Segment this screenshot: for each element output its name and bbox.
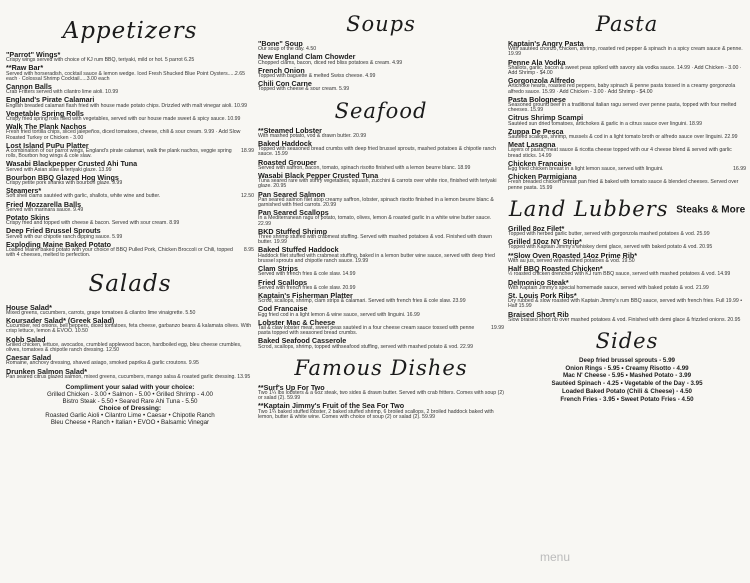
item-description	[508, 84, 746, 94]
item-description-text: Loaded Maine baked potato with your choice of BBQ Pulled Pork, Chicken Broccoli or Chili, topped with 4 cheeses, melted to perfection.	[6, 247, 233, 259]
menu-item	[508, 114, 746, 126]
menu-item	[258, 67, 504, 79]
item-price: 19.99	[491, 324, 504, 331]
menu-item	[258, 319, 504, 337]
item-name: Steamers*	[6, 186, 42, 196]
menu-item	[6, 187, 254, 199]
item-name: Clam Strips	[258, 264, 298, 274]
item-description	[258, 179, 504, 189]
menu-item	[258, 209, 504, 227]
item-name: Penne Ala Vodka	[508, 57, 566, 67]
menu-item	[258, 53, 504, 65]
item-description-text: Tuna seared rare with stirfry vegetables, squash, zucchini & carrots over white rice, finished with teriyaki glaze. 20.95	[258, 178, 497, 190]
item-name: Vegetable Spring Rolls	[6, 108, 84, 118]
item-description-text: Seasoned ground beef in a traditional italian ragu served over penne pasta, topped with four melted cheeses. 15.99	[508, 102, 737, 114]
item-name: House Salad*	[6, 302, 52, 312]
item-name: Grilled 10oz NY Strip*	[508, 237, 582, 247]
item-name: Zuppa De Pesca	[508, 126, 564, 136]
item-name: "Bone" Soup	[258, 39, 303, 48]
menu-item	[508, 173, 746, 191]
item-description	[258, 410, 504, 420]
appetizers-heading: Appetizers	[62, 18, 198, 44]
menu-item	[6, 83, 254, 95]
dressing-title: Choice of Dressing:	[98, 405, 162, 413]
item-name: Gorgonzola Alfredo	[508, 76, 575, 86]
item-description	[258, 345, 504, 350]
dressing-line1: Roasted Garlic Aioli • Cilantro Lime • Caesar • Chipotle Ranch	[45, 412, 215, 420]
item-description	[508, 103, 746, 113]
item-name: Wasabi Black Pepper Crusted Tuna	[258, 171, 379, 181]
item-description-text: Tail & claw lobster meat, sweet peas sautéed in a four cheese cream sauce tossed with penne pasta topped with seasoned bread crumbs.	[258, 324, 475, 337]
addons-line2: Bistro Steak - 5.50 • Seared Rare Ahi Tuna - 5.50	[62, 397, 198, 405]
item-description-text: Scrod, scallops, shrimp, clam strips & calamari. Served with french fries & cole slaw. 23.99	[258, 298, 466, 305]
item-description-text: Two 1¼ baked stuffed lobster, 2 baked stuffed shrimp, 6 broiled scallops, 2 broiled haddock baked with lemon, butter & white wine. Comes with choice of soup (2) or salad (2). 59.99	[258, 408, 494, 420]
item-description-text: Served with saffron, bacon, tomato, spinach risotto finished with a lemon beurre blanc. 18.99	[258, 164, 471, 171]
soups-list	[258, 40, 504, 93]
item-name: Walk The Plank Nachos	[6, 122, 87, 132]
item-description-text: Artichoke hearts, roasted red peppers, baby spinach & penne pasta tossed in a creamy gorgonzola alfredo sauce. 15.99 · Add Chicken - 3.00 · Add Shrimp - $4.00	[508, 83, 736, 95]
menu-item	[6, 336, 254, 354]
menu-item	[6, 227, 254, 239]
menu-item	[258, 292, 504, 304]
item-name: Chili Con Carne	[258, 79, 312, 89]
item-description-text: Shallots, garlic, bacon & sweet peas spiked with savory ala vodka sauce. 14.99 · Add Chicken - 3.00 · Add Shrimp - $4.00	[508, 64, 742, 77]
item-description-text: Fresh breaded chicken breast pan fried & baked with tomato sauce & blended cheeses. Served over penne pasta. 15.99	[508, 179, 739, 191]
menu-item	[508, 40, 746, 58]
item-name: Pan Seared Salmon	[258, 189, 326, 199]
menu-item	[6, 241, 254, 259]
item-description-text: With au jus, served with mashed potatoes & vod. 19.50	[508, 257, 635, 264]
item-name: Exploding Maine Baked Potato	[6, 239, 112, 249]
item-description	[258, 326, 504, 336]
item-description	[6, 343, 254, 353]
item-description-text: ½ roasted chicken drenched with KJ rum BBQ sauce, served with mashed potatoes & vod. 14.99	[508, 271, 731, 278]
menu-item	[508, 77, 746, 95]
item-price: 8.95	[243, 247, 254, 254]
menu-item	[6, 354, 254, 366]
item-description-text: In a Mediterranean ragu of potato, tomato, olives, lemon & roasted garlic in a white wine butter sauce. 22.99	[258, 215, 492, 227]
item-name: Cod Francaise	[258, 304, 308, 314]
item-name: Pan Seared Scallops	[258, 208, 329, 218]
item-name: Pasta Bolognese	[508, 94, 566, 104]
menu-item	[6, 160, 254, 172]
column-right	[508, 6, 746, 403]
menu-item	[6, 51, 254, 63]
item-name: Drunken Salmon Salad*	[6, 366, 88, 376]
item-description	[508, 318, 746, 323]
land-lubbers-list	[508, 225, 746, 323]
item-name: Half BBQ Roasted Chicken*	[508, 264, 603, 274]
side-item: Loaded Baked Potato (Chili & Cheese) - 4.50	[562, 387, 692, 395]
item-name: Cannon Balls	[6, 82, 52, 92]
menu-item	[508, 160, 746, 172]
side-item: Sautéed Spinach - 4.25 • Vegetable of the Day - 3.95	[551, 380, 703, 388]
item-name: **Steamed Lobster	[258, 125, 322, 135]
item-description-text: Slow braised short rib over mashed potatoes & vod. Finished with demi glace & frizzled onions. 20.95	[508, 316, 741, 323]
item-price: 12.50	[241, 193, 254, 200]
menu-item	[258, 279, 504, 291]
watermark: menu	[540, 550, 571, 564]
salads-list	[6, 304, 254, 380]
item-description-text: Mixed greens, cucumbers, carrots, grape tomatoes & cilantro lime vinaigrette. 5.50	[6, 309, 196, 316]
item-name: Kaptain's Fisherman Platter	[258, 290, 353, 300]
item-description	[6, 149, 254, 159]
item-name: Braised Short Rib	[508, 309, 569, 319]
item-name: Baked Haddock	[258, 139, 312, 149]
item-description-text: Topped with cheese & sour cream. 5.99	[258, 86, 350, 93]
item-description	[508, 148, 746, 158]
land-lubbers-title: Land Lubbers	[508, 196, 669, 221]
addons-line1: Grilled Chicken - 3.00 • Salmon - 5.00 • Grilled Shrimp - 4.00	[47, 390, 213, 398]
item-description	[258, 198, 504, 208]
item-name: Potato Skins	[6, 213, 50, 223]
item-name: **Surf's Up For Two	[258, 382, 325, 392]
menu-item	[258, 127, 504, 139]
item-description	[6, 181, 254, 186]
item-name: Kaptain's Angry Pasta	[508, 39, 584, 48]
menu-item	[258, 228, 504, 246]
seafood-heading: Seafood	[334, 98, 428, 123]
item-description-text: Crispy fried and topped with cheese & bacon. Served with sour cream. 8.99	[6, 220, 180, 227]
item-description-text: Crispy petite pork shanks with bourbon glaze. 9.99	[6, 180, 123, 187]
item-name: Caesar Salad	[6, 353, 52, 363]
menu-item	[508, 252, 746, 264]
item-description	[508, 299, 746, 309]
item-name: Chicken Parmigiana	[508, 172, 577, 182]
item-description-text: Sautéed sun dried tomatoes, artichokes & garlic in a citrus sauce over linguini. 18.99	[508, 120, 703, 127]
item-description-text: Served with marinara sauce. 9.49	[6, 206, 84, 213]
item-description	[258, 313, 504, 318]
menu-item	[258, 402, 504, 420]
item-description-text: Egg fried cod in a light lemon & wine sauce, served with linguini. 16.99	[258, 311, 420, 318]
famous-dishes-heading: Famous Dishes	[294, 355, 468, 380]
item-description-text: Served with Asian slaw & teriyaki glaze. 13.99	[6, 166, 112, 173]
menu-item	[6, 64, 254, 82]
item-description-text: Topped with baguette & melted Swiss cheese. 4.99	[258, 73, 376, 80]
item-description-text: Served with horseradish, cocktail sauce & lemon wedge. Iced Fresh Shucked Blue Point Oysters.....2.65 each · Colossal Shrimp Cocktail.....3.00 each	[6, 70, 246, 82]
seafood-list	[258, 127, 504, 350]
item-description-text: Crispy wings served with choice of KJ rum BBQ, teriyaki, mild or hot. 5 parrot 6.25	[6, 57, 195, 64]
addons-title: Compliment your salad with your choice:	[65, 383, 195, 391]
item-name: Grilled 8oz Filet*	[508, 223, 565, 233]
menu-item	[508, 279, 746, 291]
item-description-text: Egg fried chicken breast in a light lemon sauce, served with linguini.	[508, 166, 664, 173]
menu-item	[6, 123, 254, 141]
item-description	[6, 72, 254, 82]
menu-item	[508, 225, 746, 237]
item-description-text: With sautéed chorizo, chicken, shrimp, roasted red pepper & spinach in a spicy cream sauce & penne. 19.99	[508, 46, 743, 58]
menu-item	[258, 246, 504, 264]
item-name: Koursader Salad* (Greek Salad)	[6, 315, 115, 325]
item-name: England's Pirate Calamari	[6, 95, 95, 105]
column-middle	[258, 6, 504, 421]
item-description	[508, 272, 746, 277]
menu-item	[258, 337, 504, 349]
item-description	[6, 194, 254, 199]
sides-heading: Sides	[595, 328, 659, 353]
item-description-text: Topped with seasoned bread crumbs with deep fried brussel sprouts, mashed potatoes & chipotle ranch sauce. 15.99	[258, 146, 496, 158]
item-name: **Raw Bar*	[6, 63, 44, 73]
menu-item	[258, 159, 504, 171]
menu-item	[6, 96, 254, 108]
item-description-text: Served with french fries & cole slaw. 14.99	[258, 271, 356, 278]
item-description-text: Crab Fritters served with cilantro lime aioli. 10.99	[6, 89, 119, 96]
item-description-text: Crispy fried spring rolls filled with vegetables, served with our house made sweet & spicy sauce. 10.99	[6, 116, 241, 123]
item-description-text: Served with french fries & cole slaw. 20.99	[258, 284, 356, 291]
item-name: Lobster Mac & Cheese	[258, 317, 336, 327]
salads-heading: Salads	[88, 270, 172, 297]
item-name: Citrus Shrimp Scampi	[508, 113, 584, 123]
item-description-text: Scrod, scallops, shrimp, topped withseafood stuffing, served with mashed potato & vod. 22.99	[258, 343, 474, 350]
item-description-text: Cucumber, red onions, bell peppers, diced tomatoes, feta cheese, garbanzo beans & kalamata olives. With crisp lettuce, lemon & EVOO. 10.50	[6, 323, 252, 335]
menu-item	[258, 80, 504, 92]
sides-list	[508, 357, 746, 404]
menu-item	[6, 214, 254, 226]
item-description	[508, 245, 746, 250]
menu-item	[258, 172, 504, 190]
menu-item	[508, 292, 746, 310]
item-description	[6, 58, 254, 63]
item-name: "Parrot" Wings*	[6, 50, 61, 59]
item-description	[258, 254, 504, 264]
item-name: Wasabi Blackpepper Crusted Ahi Tuna	[6, 159, 138, 169]
item-description	[508, 66, 746, 76]
menu-item	[6, 142, 254, 160]
item-description-text: Pan seared citrus glazed salmon, mixed greens, cucumbers, mango salsa & roasted garlic dressing. 13.95	[6, 373, 251, 380]
item-description-text: Romaine, anchovy dressing, shaved asiago, smoked paprika & garlic croutons. 9.95	[6, 360, 199, 367]
item-description-text: Haddock filet stuffed with crabmeat stuffing, baked in a lemon butter wine sauce, served with deep fried brussel sprouts and chipotle ranch sauce. 19.99	[258, 252, 495, 264]
item-description-text: Soft shell clams sautéed with garlic, shallots, white wine and butter.	[6, 193, 161, 200]
item-description-text: Two 1¼ lbs lobsters & a 6oz steak, two sides & drawn butter. Served with crab fritters. Comes with soup (2) or salad (2). 59.99	[258, 389, 504, 402]
land-lubbers-suffix: Steaks & More	[676, 204, 746, 216]
menu-item	[258, 140, 504, 158]
item-description-text: Topped with Kaptain Jimmy's whiskey demi glace, served with baked potato & vod. 20.95	[508, 244, 713, 251]
item-name: Chicken Francaise	[508, 158, 572, 168]
item-name: Kobb Salad	[6, 334, 46, 344]
item-description	[508, 180, 746, 190]
item-description-text: Layers of pasta, meat sauce & ricotta cheese topped with our 4 cheese blend & served with garlic bread sticks. 14.99	[508, 147, 732, 159]
menu-item	[508, 59, 746, 77]
item-name: Baked Stuffed Haddock	[258, 245, 339, 255]
item-description	[508, 47, 746, 57]
menu-item	[6, 368, 254, 380]
item-description-text: Grilled chicken, lettuce, avocados, crumbled applewood bacon, hardboiled egg, bleu cheese crumbles, olives, tomatoes & chipotle ranch dressing. 12.50	[6, 341, 242, 353]
item-description	[258, 391, 504, 401]
famous-dishes-list	[258, 384, 504, 420]
item-description-text: English breaded calamari flash fried with house made potato chips. Drizzled with malt vinegar aioli. 10.99	[6, 102, 248, 109]
item-name: Roasted Grouper	[258, 157, 317, 167]
item-description	[258, 235, 504, 245]
soups-heading: Soups	[346, 12, 416, 36]
item-description-text: With Kaptain Jimmy's special homemade sauce, served with baked potato & vod. 21.99	[508, 284, 709, 291]
item-description-text: With mashed potato, vod & drawn butter. 20.99	[258, 132, 367, 139]
dressing-line2: Bleu Cheese • Ranch • Italian • EVOO • Balsamic Vinegar	[50, 419, 210, 426]
side-item: Mac N' Cheese - 5.95 • Mashed Potato - 3.99	[562, 372, 692, 380]
item-name: New England Clam Chowder	[258, 52, 356, 62]
item-name: Delmonico Steak*	[508, 277, 569, 287]
item-description	[6, 324, 254, 334]
menu-item	[508, 96, 746, 114]
menu-item	[6, 317, 254, 335]
item-description	[258, 87, 504, 92]
item-description	[258, 272, 504, 277]
menu-item	[258, 40, 504, 52]
item-description-text: Sautéed scallops, shrimp, mussels & cod in a light tomato broth or alfredo sauce over linguini. 22.99	[508, 134, 738, 141]
item-description-text: Fresh fried tortilla chips, sliced jalepeños, diced tomatoes, cheese, chili & sour cream. 9.99 · Add Slow Roasted Turkey or Chicken - 3.00	[6, 129, 241, 141]
item-name: **Slow Oven Roasted 14oz Prime Rib*	[508, 250, 638, 260]
side-item: French Fries - 3.95 • Sweet Potato Fries - 4.50	[560, 395, 694, 403]
menu-item	[6, 174, 254, 186]
menu-item	[258, 265, 504, 277]
menu-item	[508, 265, 746, 277]
item-description-text: Topped with herbed garlic butter, served with gorgonzola mashed potatoes & vod. 25.99	[508, 231, 710, 238]
item-name: Fried Mozzarella Balls	[6, 199, 82, 209]
land-lubbers-heading	[508, 196, 746, 221]
appetizers-list	[6, 51, 254, 259]
item-description-text: Our soup of the day. 4.50	[258, 46, 317, 53]
menu-item	[508, 128, 746, 140]
item-name: Bourbon BBQ Glazed Hog Wings	[6, 172, 119, 182]
item-description	[258, 147, 504, 157]
item-name: Baked Seafood Casserole	[258, 336, 347, 346]
item-name: BKD Stuffed Shrimp	[258, 226, 328, 236]
item-name: French Onion	[258, 65, 305, 75]
salad-addons	[6, 384, 254, 427]
item-description	[258, 216, 504, 226]
item-description-text: Served with our chipotle ranch dipping sauce. 5.99	[6, 233, 123, 240]
item-name: St. Louis Pork Ribs*	[508, 290, 577, 300]
item-description-text: Three shrimp stuffed with crabmeat stuffing. Served with mashed potatoes & vod. Finished with drawn butter. 19.99	[258, 234, 492, 246]
item-description	[6, 130, 254, 140]
item-description	[6, 375, 254, 380]
menu-item	[508, 311, 746, 323]
side-item: Deep fried brussel sprouts - 5.99	[579, 356, 675, 364]
menu-item	[508, 238, 746, 250]
pasta-heading: Pasta	[595, 12, 659, 36]
item-description-text: Dry rubbed & slow roasted with Kaptain Jimmy's rum BBQ sauce, served with french fries. Full 19.99 • Half 15.99	[508, 298, 743, 310]
item-name: Deep Fried Brussel Sprouts	[6, 226, 101, 236]
item-name: Meat Lasagna	[508, 140, 556, 150]
item-price: 18.99	[241, 148, 254, 155]
item-name: **Kaptain Jimmy's Fruit of the Sea For Two	[258, 401, 405, 411]
item-description-text: A combination of our parrot wings, England's pirate calamari, walk the plank nachos, veggie spring rolls, Bourbon hog wings & cole slaw.	[6, 148, 232, 160]
item-price: 16.99	[733, 166, 746, 173]
menu-item	[258, 305, 504, 317]
item-name: Fried Scallops	[258, 277, 308, 287]
item-description	[6, 248, 254, 258]
menu-item	[258, 384, 504, 402]
item-name: Lost Island PuPu Platter	[6, 140, 89, 150]
menu-item	[6, 110, 254, 122]
side-item: Onion Rings - 5.95 • Creamy Risotto - 4.99	[565, 364, 689, 372]
item-description-text: Pan seared salmon filet atop creamy saffron, lobster, spinach risotto finished in a lemon beurre blanc & garnished with fried carrots. 20.99	[258, 196, 494, 209]
menu-item	[508, 141, 746, 159]
item-description	[6, 361, 254, 366]
pasta-list	[508, 40, 746, 191]
menu-item	[258, 191, 504, 209]
column-left	[6, 6, 254, 427]
menu-item	[6, 201, 254, 213]
menu-item	[6, 304, 254, 316]
item-description-text: Chopped clams, bacon, diced red bliss potatoes & cream. 4.99	[258, 59, 403, 66]
